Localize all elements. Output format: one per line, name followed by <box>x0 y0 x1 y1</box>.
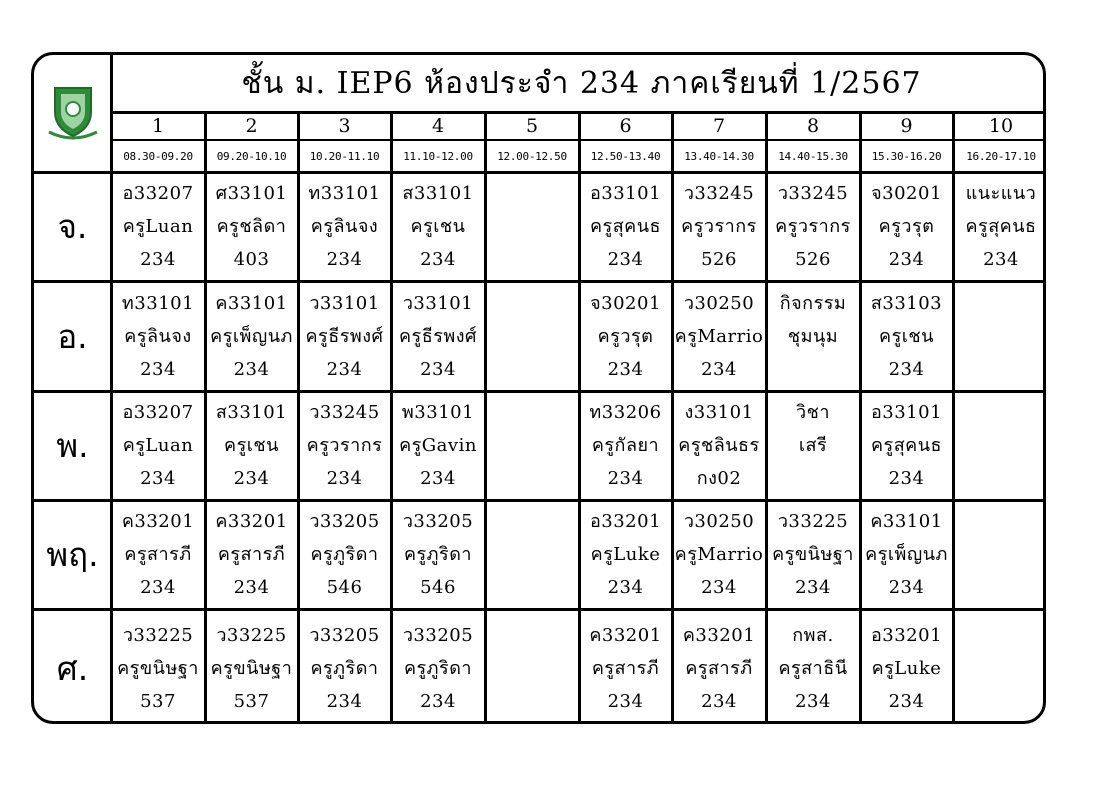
period-time: 11.10-12.00 <box>403 149 473 163</box>
school-emblem-icon <box>34 55 111 171</box>
period-number: 7 <box>712 115 726 137</box>
teacher-name: ครูลินจง <box>124 325 192 347</box>
timetable-slot <box>860 281 953 391</box>
period-number: 3 <box>338 115 351 137</box>
timetable-slot <box>391 500 485 609</box>
teacher-name: เสรี <box>798 435 828 456</box>
room-number: 234 <box>888 358 925 380</box>
room-number: 234 <box>140 468 176 489</box>
period-number: 8 <box>806 115 820 137</box>
subject-code: กิจกรรม <box>779 292 847 314</box>
subject-code: ว33101 <box>402 292 474 314</box>
subject-code: ว33101 <box>309 292 380 314</box>
timetable-slot <box>391 609 485 724</box>
timetable-slot <box>485 609 579 724</box>
room-number: 234 <box>701 358 737 380</box>
timetable-slot <box>766 391 860 500</box>
timetable-slot <box>298 609 391 724</box>
subject-code: ค33201 <box>589 624 662 646</box>
subject-code: วิชา <box>796 402 830 423</box>
timetable-slot <box>672 172 766 281</box>
timetable-slot <box>579 391 672 500</box>
subject-code: ส33103 <box>870 292 943 314</box>
timetable-slot <box>298 391 391 500</box>
room-number: กง02 <box>696 468 742 489</box>
timetable-slot <box>953 609 1046 724</box>
teacher-name: ครูวรากร <box>681 216 757 237</box>
room-number: 234 <box>233 358 270 380</box>
subject-code: จ30201 <box>871 183 942 204</box>
timetable-slot <box>111 172 205 281</box>
teacher-name: ครูชลิดา <box>216 216 287 237</box>
timetable-slot <box>860 500 953 609</box>
period-time: 08.30-09.20 <box>123 149 193 163</box>
teacher-name: ครูสารภี <box>217 544 286 565</box>
timetable-frame <box>31 52 1046 724</box>
room-number: 234 <box>701 577 737 598</box>
teacher-name: ครูขนิษฐา <box>210 657 293 679</box>
teacher-name: ครูวรุต <box>878 216 935 237</box>
day-label: ศ. <box>56 648 89 688</box>
room-number: 403 <box>233 249 270 270</box>
teacher-name: ครูธีรพงศ์ <box>399 325 477 347</box>
timetable-slot <box>766 609 860 724</box>
room-number: 234 <box>607 690 644 712</box>
subject-code: ง33101 <box>684 402 754 423</box>
timetable-slot <box>485 172 579 281</box>
period-time: 12.00-12.50 <box>497 149 567 163</box>
timetable-slot <box>672 281 766 391</box>
timetable-slot <box>672 609 766 724</box>
room-number: 234 <box>140 249 176 270</box>
timetable-slot <box>672 391 766 500</box>
teacher-name: ครูลินจง <box>310 216 379 237</box>
timetable-slot <box>391 391 485 500</box>
room-number: 234 <box>420 468 456 489</box>
teacher-name: ครูภูริดา <box>403 657 473 679</box>
room-number: 234 <box>326 468 363 489</box>
period-number: 9 <box>900 115 913 137</box>
day-label: พ. <box>56 426 89 465</box>
timetable-slot <box>298 172 391 281</box>
timetable-slot <box>953 281 1046 391</box>
subject-code: ว30250 <box>683 292 755 314</box>
room-number: 234 <box>326 358 363 380</box>
day-label: พฤ. <box>46 535 99 574</box>
subject-code: อ33207 <box>122 183 194 204</box>
timetable-slot <box>111 609 205 724</box>
room-number: 537 <box>233 690 270 712</box>
subject-code: ว33225 <box>216 624 287 646</box>
teacher-name: ครูภูริดา <box>310 657 379 679</box>
subject-code: ท33101 <box>121 292 195 314</box>
room-number: 234 <box>888 468 925 489</box>
room-number: 234 <box>888 690 925 712</box>
teacher-name: ครูGavin <box>399 435 477 456</box>
room-number: 234 <box>983 249 1019 270</box>
room-number: 234 <box>140 358 176 380</box>
period-number: 10 <box>988 115 1014 137</box>
timetable-slot <box>953 391 1046 500</box>
room-number: 234 <box>607 358 644 380</box>
room-number: 526 <box>795 249 831 270</box>
room-number: 537 <box>140 690 176 712</box>
room-number: 234 <box>233 468 270 489</box>
timetable-slot <box>766 172 860 281</box>
timetable-slot <box>205 609 298 724</box>
timetable-slot <box>391 281 485 391</box>
timetable-slot <box>672 500 766 609</box>
timetable-slot <box>205 172 298 281</box>
room-number: 546 <box>326 577 363 598</box>
room-number: 234 <box>888 577 925 598</box>
teacher-name: ครูเชน <box>879 325 934 347</box>
subject-code: อ33201 <box>870 624 943 646</box>
timetable-slot <box>485 281 579 391</box>
period-time: 09.20-10.10 <box>216 149 287 163</box>
period-time: 14.40-15.30 <box>778 149 848 163</box>
timetable-slot <box>485 391 579 500</box>
room-number: 234 <box>607 468 644 489</box>
teacher-name: ครูวรากร <box>306 435 383 456</box>
period-number: 6 <box>619 115 632 137</box>
subject-code: แนะแนว <box>965 183 1037 204</box>
timetable-slot <box>298 281 391 391</box>
subject-code: ส33101 <box>215 402 288 423</box>
teacher-name: ครูวรุต <box>597 325 654 347</box>
period-number: 1 <box>151 115 165 137</box>
teacher-name: ครูLuan <box>122 435 194 456</box>
period-time: 13.40-14.30 <box>684 149 754 163</box>
room-number: 234 <box>607 249 644 270</box>
room-number: 234 <box>420 249 456 270</box>
page-title: ชั้น ม. IEP6 ห้องประจำ 234 ภาคเรียนที่ 1/2567 <box>241 66 922 101</box>
day-label: จ. <box>57 207 88 246</box>
room-number: 234 <box>795 577 831 598</box>
subject-code: ว33245 <box>777 183 849 204</box>
teacher-name: ครูชลินธร <box>678 435 760 456</box>
teacher-name: ครูภูริดา <box>310 544 379 565</box>
teacher-name: ครูสารภี <box>591 657 660 679</box>
teacher-name: ครูLuke <box>590 544 661 565</box>
subject-code: พ33101 <box>401 402 475 423</box>
room-number: 234 <box>140 577 176 598</box>
period-time: 10.20-11.10 <box>309 149 380 163</box>
room-number: 234 <box>420 358 456 380</box>
teacher-name: ครูขนิษฐา <box>772 544 854 565</box>
timetable-slot <box>579 281 672 391</box>
teacher-name: ครูขนิษฐา <box>117 657 199 679</box>
room-number: 546 <box>420 577 456 598</box>
timetable-slot <box>298 500 391 609</box>
subject-code: ว33205 <box>309 511 380 532</box>
room-number: 526 <box>701 249 737 270</box>
timetable-slot <box>205 500 298 609</box>
teacher-name: ครูเพ็ญนภ <box>865 544 948 565</box>
subject-code: ว30250 <box>683 511 755 532</box>
subject-code: ส33101 <box>402 183 474 204</box>
subject-code: ว33225 <box>122 624 194 646</box>
timetable-slot <box>111 391 205 500</box>
room-number: 234 <box>233 577 270 598</box>
timetable-slot <box>579 609 672 724</box>
subject-code: ว33245 <box>309 402 380 423</box>
period-time: 16.20-17.10 <box>966 149 1036 163</box>
teacher-name: ครูกัลยา <box>591 435 660 456</box>
period-time: 12.50-13.40 <box>590 149 661 163</box>
teacher-name: ชุมนุม <box>787 325 839 347</box>
timetable-slot <box>579 172 672 281</box>
teacher-name: ครูวรากร <box>775 216 851 237</box>
subject-code: ค33201 <box>682 624 756 646</box>
teacher-name: ครูสารภี <box>124 544 192 565</box>
timetable-slot <box>391 172 485 281</box>
timetable-slot <box>485 500 579 609</box>
timetable-slot <box>766 500 860 609</box>
period-time: 15.30-16.20 <box>871 149 942 163</box>
period-number: 5 <box>525 115 539 137</box>
subject-code: ค33101 <box>870 511 943 532</box>
teacher-name: ครูสุคนธ <box>965 216 1037 237</box>
teacher-name: ครูเชน <box>410 216 466 237</box>
subject-code: จ30201 <box>590 292 661 314</box>
timetable-slot <box>953 500 1046 609</box>
subject-code: อ33207 <box>122 402 194 423</box>
timetable-slot <box>766 281 860 391</box>
room-number: 234 <box>888 249 925 270</box>
subject-code: ท33101 <box>308 183 381 204</box>
teacher-name: ครูเชน <box>224 435 279 456</box>
teacher-name: ครูสุคนธ <box>870 435 943 456</box>
teacher-name: ครูสารภี <box>685 657 753 679</box>
subject-code: ว33205 <box>402 624 474 646</box>
room-number: 234 <box>326 249 363 270</box>
subject-code: ว33245 <box>683 183 755 204</box>
subject-code: ว33205 <box>402 511 474 532</box>
subject-code: อ33101 <box>589 183 662 204</box>
teacher-name: ครูภูริดา <box>403 544 473 565</box>
teacher-name: ครูสุคนธ <box>589 216 662 237</box>
day-label: อ. <box>57 316 88 356</box>
teacher-name: ครูMarrio <box>674 544 764 565</box>
subject-code: ท33206 <box>589 402 662 423</box>
timetable-slot <box>111 281 205 391</box>
teacher-name: ครูLuke <box>871 657 942 679</box>
timetable-slot <box>111 500 205 609</box>
teacher-name: ครูสาธินี <box>778 657 848 679</box>
timetable-slot <box>953 172 1046 281</box>
timetable-slot <box>205 281 298 391</box>
subject-code: อ33201 <box>589 511 662 532</box>
timetable-slot <box>860 609 953 724</box>
subject-code: ว33205 <box>309 624 380 646</box>
teacher-name: ครูMarrio <box>674 325 764 347</box>
room-number: 234 <box>701 690 737 712</box>
subject-code: ศ33101 <box>215 183 288 204</box>
subject-code: อ33101 <box>870 402 943 423</box>
subject-code: ค33101 <box>215 292 288 314</box>
room-number: 234 <box>607 577 644 598</box>
period-number: 2 <box>245 115 258 137</box>
subject-code: ว33225 <box>777 511 849 532</box>
subject-code: ค33201 <box>215 511 288 532</box>
room-number: 234 <box>420 690 456 712</box>
teacher-name: ครูธีรพงศ์ <box>305 325 384 347</box>
timetable-slot <box>205 391 298 500</box>
teacher-name: ครูเพ็ญนภ <box>210 325 293 347</box>
room-number: 234 <box>795 690 831 712</box>
timetable-slot <box>860 172 953 281</box>
timetable-slot <box>860 391 953 500</box>
room-number: 234 <box>326 690 363 712</box>
subject-code: ค33201 <box>121 511 195 532</box>
period-number: 4 <box>431 115 445 137</box>
teacher-name: ครูLuan <box>122 216 194 237</box>
timetable-slot <box>579 500 672 609</box>
subject-code: กพส. <box>792 624 834 646</box>
